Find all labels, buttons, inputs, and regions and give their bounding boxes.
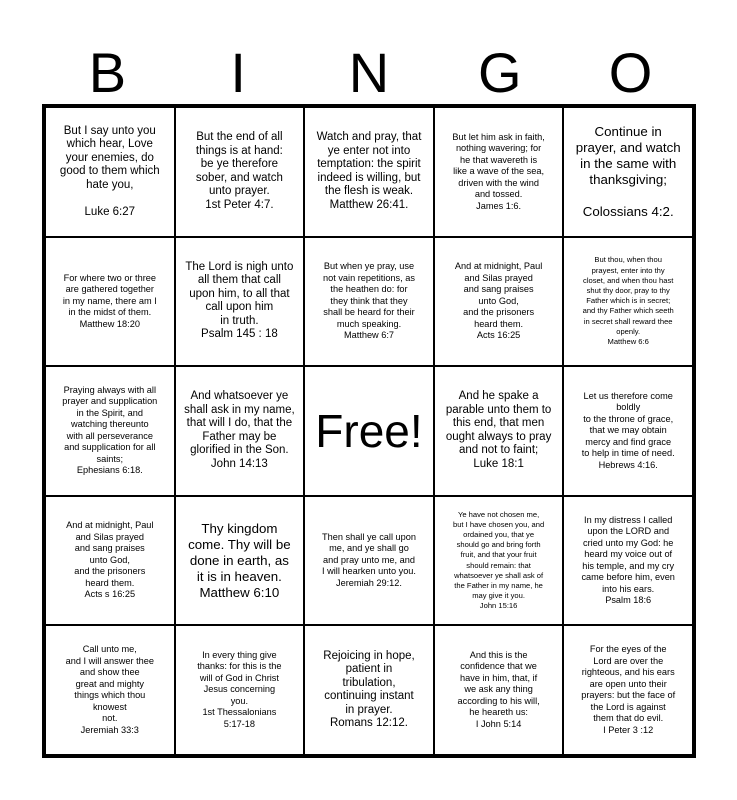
cell-content [182,390,298,471]
verse-text: But thou, when thou prayest, enter into thy closet, and when thou hast shut thy door, pray to thy Father which is in secret; and thy Father which seeth in secret shall reward thee openly. [582,255,674,336]
bingo-cell[interactable] [45,237,175,367]
cell-content [441,390,557,471]
verse-reference: Psalm 18:6 [605,595,652,606]
cell-content [182,521,298,601]
verse-text: Thy kingdom come. Thy will be done in earth, as it is in heaven. [188,520,291,584]
bingo-cell[interactable] [563,496,693,626]
bingo-cell[interactable] [434,496,564,626]
verse-text: But when ye pray, use not vain repetitions, as the heathen do: for they think that they shall be heard for their much speaking. [323,261,415,329]
bingo-cell[interactable] [434,237,564,367]
verse-text: Praying always with all prayer and supplication in the Spirit, and watching thereunto with all perseverance and supplication for all saints; [62,384,158,464]
verse-reference: Matthew 6:10 [199,584,280,600]
verse-text: But let him ask in faith, nothing wavering; for he that wavereth is like a wave of the sea, driven with the wind and tossed. [452,131,545,200]
cell-content [570,255,686,347]
cell-content [182,650,298,731]
bingo-cell[interactable] [304,237,434,367]
bingo-cell[interactable] [45,625,175,755]
header-letter-n: N [348,41,390,104]
cell-content [441,132,557,213]
cell-content [441,650,557,731]
cell-content [311,406,427,456]
bingo-cell[interactable] [434,107,564,237]
verse-text: For where two or three are gathered together in my name, there am I in the midst of them. [62,272,157,318]
cell-content [311,131,427,212]
cell-content [311,532,427,590]
cell-content [570,391,686,472]
verse-reference: Acts s 16:25 [84,589,136,600]
verse-reference: Acts 16:25 [476,330,521,341]
header-letter-g: G [478,41,522,104]
cell-content [182,131,298,212]
header-letter-b: B [88,41,127,104]
bingo-cell[interactable] [175,107,305,237]
bingo-cell[interactable] [45,107,175,237]
cell-content [52,644,168,736]
bingo-grid [42,104,696,758]
verse-text: And this is the confidence that we have in him, that, if we ask any thing according to his will, he heareth us: [457,649,540,718]
header-letter-i: I [230,41,246,104]
bingo-header [42,40,696,106]
verse-reference: Luke 18:1 [473,457,524,470]
cell-content [570,644,686,736]
bingo-cell[interactable] [175,366,305,496]
cell-content [52,273,168,331]
cell-content [441,510,557,612]
verse-text: In my distress I called upon the LORD and cried unto my God: he heard my voice out of his temple, and my cry came before him, even into his ears. [581,514,675,594]
cell-content [441,261,557,342]
bingo-cell[interactable] [175,496,305,626]
cell-content [52,125,168,220]
verse-reference: I Peter 3 :12 [603,724,654,735]
verse-text: But the end of all things is at hand: be ye therefore sober, and watch unto prayer. [195,131,283,198]
bingo-cell[interactable] [45,496,175,626]
cell-content [52,520,168,601]
bingo-cell[interactable] [304,625,434,755]
verse-reference: Psalm 145 : 18 [201,328,278,341]
cell-content [311,261,427,342]
cell-content [311,650,427,731]
bingo-cell[interactable] [434,366,564,496]
verse-text: The Lord is nigh unto all them that call upon him, to all that call upon him in truth. [185,260,294,327]
free-space-cell[interactable] [304,366,434,496]
verse-reference: Matthew 6:6 [607,337,649,347]
verse-text: Rejoicing in hope, patient in tribulation, continuing instant in prayer. [323,649,415,716]
bingo-cell[interactable] [563,237,693,367]
verse-reference: Luke 6:27 [84,205,136,218]
verse-reference: Ephesians 6:18. [76,465,143,476]
verse-text: Ye have not chosen me, but I have chosen you, and ordained you, that ye should go and bring forth fruit, and that your fruit should remain: that whatsoever ye shall ask of the Father in my name, he may give it you. [452,509,545,601]
verse-reference: James 1:6. [476,200,522,211]
verse-reference: Romans 12:12. [329,717,408,730]
verse-text: But I say unto you which hear, Love your enemies, do good to them which hate you, [59,124,160,191]
verse-reference: Jeremiah 29:12. [336,577,402,588]
bingo-cell[interactable] [175,237,305,367]
verse-text: In every thing give thanks: for this is the will of God in Christ Jesus concerning you. [197,649,282,706]
cell-content [52,385,168,477]
verse-text: Continue in prayer, and watch in the same with thanksgiving; [575,123,681,187]
header-letter-o: O [608,41,653,104]
bingo-cell[interactable] [563,366,693,496]
verse-reference: Matthew 18:20 [79,318,140,329]
verse-text: Let us therefore come boldly to the throne of grace, that we may obtain mercy and find grace to help in time of need. [581,390,675,459]
bingo-cell[interactable] [563,625,693,755]
verse-text: And at midnight, Paul and Silas prayed and sang praises unto God, and the prisoners heard them. [454,261,543,329]
verse-reference: John 14:13 [210,457,268,470]
verse-text: Watch and pray, that ye enter not into temptation: the spirit indeed is willing, but the flesh is weak. [316,131,422,198]
verse-reference: Jeremiah 33:3 [80,724,139,735]
bingo-cell[interactable] [434,625,564,755]
verse-text: For the eyes of the Lord are over the righteous, and his ears are open unto their prayers: but the face of the Lord is against them that do evil. [581,644,676,724]
bingo-cell[interactable] [304,107,434,237]
bingo-cell[interactable] [304,496,434,626]
bingo-cell[interactable] [175,625,305,755]
cell-content [570,124,686,220]
verse-reference: John 15:16 [479,601,518,611]
verse-reference: 1st Thessalonians 5:17-18 [202,707,277,729]
bingo-cell[interactable] [45,366,175,496]
verse-reference: Hebrews 4:16. [598,459,658,470]
verse-text: Then shall ye call upon me, and ye shall go and pray unto me, and I will hearken unto you. [322,531,416,577]
bingo-cell[interactable] [563,107,693,237]
verse-text: Call unto me, and I will answer thee and show thee great and mighty things which thou knowest not. [65,644,154,724]
cell-content [570,515,686,607]
free-label: Free! [315,404,423,457]
verse-reference: Matthew 26:41. [329,198,409,211]
verse-reference: Matthew 6:7 [343,330,395,341]
verse-text: And at midnight, Paul and Silas prayed and sang praises unto God, and the prisoners heard them. [66,520,154,588]
verse-text: And whatsoever ye shall ask in my name, that will I do, that the Father may be glorified in the Son. [184,390,295,457]
verse-text: And he spake a parable unto them to this end, that men ought always to pray and not to faint; [445,390,552,457]
verse-reference: 1st Peter 4:7. [205,198,274,211]
verse-reference: Colossians 4:2. [582,203,674,219]
verse-reference: I John 5:14 [475,718,522,729]
cell-content [182,261,298,342]
